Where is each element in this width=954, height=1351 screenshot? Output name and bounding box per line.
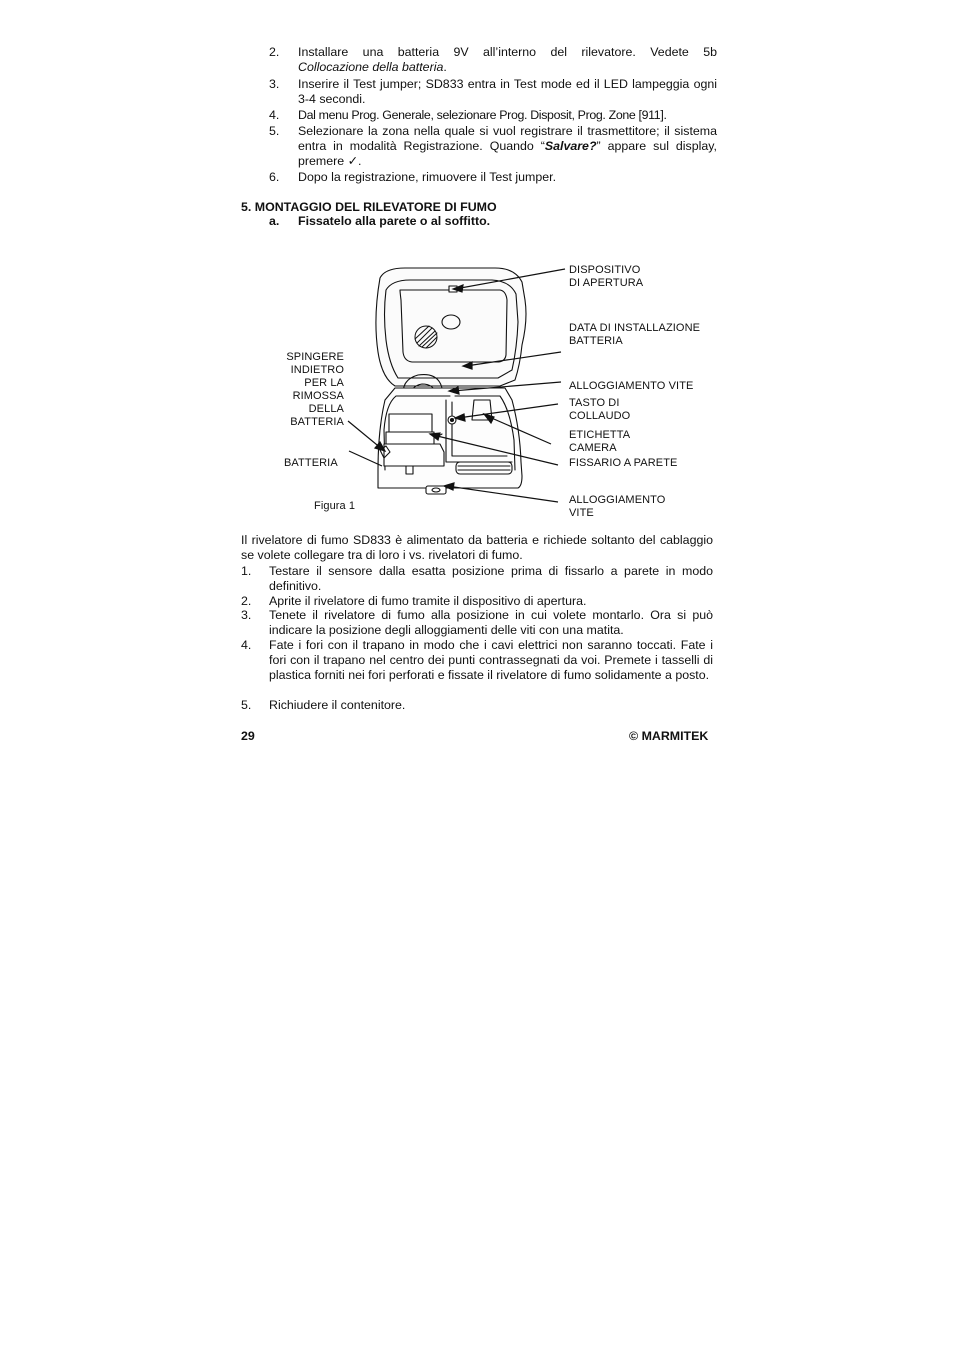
label-dispositivo-apertura: DISPOSITIVO DI APERTURA bbox=[569, 264, 644, 289]
label-data-installazione: DATA DI INSTALLAZIONE BATTERIA bbox=[569, 322, 701, 347]
label-tasto-collaudo: TASTO DI COLLAUDO bbox=[569, 397, 631, 422]
page-number: 29 bbox=[241, 729, 255, 743]
label-alloggiamento-vite-bottom: ALLOGGIAMENTO VITE bbox=[569, 494, 666, 519]
step-number: 3. bbox=[269, 77, 280, 91]
step-text: Testare il sensore dalla esatta posizione prima di fissarlo a parete in modo definitivo. bbox=[269, 564, 713, 593]
step-text: Tenete il rivelatore di fumo alla posizione in cui volete montarlo. Ora si può indicare la posizione degli alloggiamenti delle viti con una matita. bbox=[269, 608, 713, 637]
step-text-bold: Salvare? bbox=[544, 139, 597, 153]
step-text: Selezionare la zona nella quale si vuol registrare il trasmettitore; il sistema entra in modalità Registrazione. Quando “ bbox=[298, 124, 717, 153]
label-spingere-indietro: SPINGERE INDIETRO PER LA RIMOSSA DELLA BATTERIA bbox=[286, 351, 344, 428]
step-text: Fate i fori con il trapano in modo che i cavi elettrici non saranno toccati. Fate i fori con il trapano nel centro dei punti contrassegnati da voi. Premete i tasselli di plastica forniti nei fori perforati e fissate il rivelatore di fumo solidamente a posto. bbox=[269, 638, 713, 682]
label-fissario-parete: FISSARIO A PARETE bbox=[569, 457, 678, 469]
label-alloggiamento-vite: ALLOGGIAMENTO VITE bbox=[569, 380, 694, 392]
step-number: 4. bbox=[269, 108, 280, 122]
step-number: 5. bbox=[269, 124, 280, 138]
bottom-step-4 bbox=[241, 638, 713, 698]
bottom-step-1 bbox=[241, 564, 713, 594]
figure-caption: Figura 1 bbox=[314, 500, 356, 512]
step-text: Richiudere il contenitore. bbox=[269, 698, 406, 712]
step-number: 3. bbox=[241, 608, 252, 622]
step-number: 4. bbox=[241, 638, 252, 652]
bottom-step-3 bbox=[241, 608, 713, 638]
step-text-italic: Collocazione della batteria bbox=[298, 60, 444, 74]
label-etichetta-camera: ETICHETTA CAMERA bbox=[569, 429, 631, 454]
bottom-step-2 bbox=[241, 594, 713, 609]
step-number: 1. bbox=[241, 564, 252, 578]
step-text: Installare una batteria 9V all’interno del rilevatore. Vedete 5b bbox=[298, 45, 717, 59]
bottom-step-5 bbox=[241, 698, 713, 713]
step-text-end: . bbox=[443, 60, 447, 74]
step-number: 6. bbox=[269, 170, 280, 184]
step-text: Aprite il rivelatore di fumo tramite il dispositivo di apertura. bbox=[269, 594, 587, 608]
step-text: Dal menu Prog. Generale, selezionare Prog. Disposit, Prog. Zone [911]. bbox=[298, 108, 667, 122]
step-number: 5. bbox=[241, 698, 252, 712]
subsection-title: Fissatelo alla parete o al soffitto. bbox=[298, 214, 491, 228]
step-number: 2. bbox=[269, 45, 280, 59]
subsection-letter: a. bbox=[269, 214, 280, 228]
section-heading: 5. MONTAGGIO DEL RILEVATORE DI FUMO bbox=[241, 200, 497, 214]
footer-brand: © MARMITEK bbox=[629, 729, 709, 743]
intro-paragraph: Il rivelatore di fumo SD833 è alimentato da batteria e richiede soltanto del cablaggio se volete collegare tra di loro i vs. rivelatori di fumo. bbox=[241, 533, 713, 562]
step-number: 2. bbox=[241, 594, 252, 608]
step-text: Inserire il Test jumper; SD833 entra in Test mode ed il LED lampeggia ogni 3-4 secondi. bbox=[298, 77, 717, 106]
step-text-tail: ” appare sul display, premere ✓. bbox=[298, 139, 717, 168]
step-text: Dopo la registrazione, rimuovere il Test jumper. bbox=[298, 170, 557, 184]
label-batteria: BATTERIA bbox=[284, 457, 338, 469]
